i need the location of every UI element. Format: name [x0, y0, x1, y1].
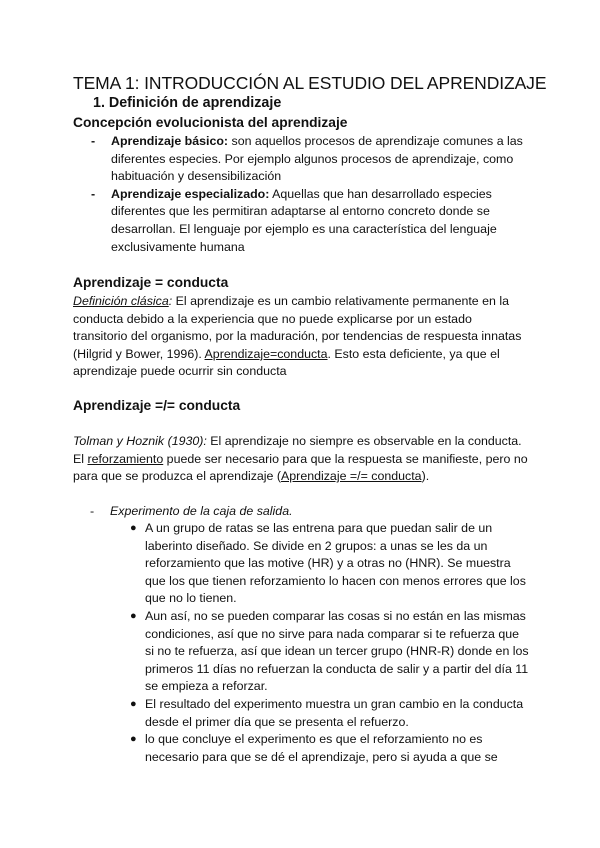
definition-colon: :	[168, 294, 173, 308]
subsection-heading-evolucionista: Concepción evolucionista del aprendizaje	[73, 115, 348, 130]
list-item	[73, 133, 533, 186]
bullet-text: El resultado del experimento muestra un gran cambio en la conducta desde el primer día que se presenta el refuerzo.	[145, 696, 524, 729]
list-item	[110, 696, 530, 731]
definition-paragraph	[73, 293, 528, 381]
dash-bullet: -	[90, 504, 95, 518]
list-item	[110, 520, 530, 608]
tolman-text-3: ).	[421, 469, 430, 484]
tolman-text: El aprendizaje no siempre es observable en la conducta. El	[73, 434, 522, 466]
bullet-text: lo que concluye el experimento es que el reforzamiento no es necesario para que se dé el aprendizaje, pero si ayuda a que se	[145, 732, 498, 764]
bullet-dot-icon: ●	[130, 697, 137, 710]
definition-text: El aprendizaje es un cambio relativamente permanente en la conducta debido a la experiencia que no puede explicarse por un estado transitorio del organismo, por la maduración, por tendencias de respuesta innatas (Hilgrid y Bower, 1996).	[73, 294, 522, 361]
experiment-item	[73, 503, 533, 521]
section-heading-definicion: 1. Definición de aprendizaje	[93, 95, 282, 111]
document-title: TEMA 1: INTRODUCCIÓN AL ESTUDIO DEL APRENDIZAJE	[73, 73, 547, 93]
experiment-bullets	[110, 520, 530, 766]
concepts-list	[73, 133, 533, 256]
dash-bullet: -	[91, 186, 96, 201]
bullet-dot-icon: ●	[130, 522, 137, 534]
heading-aprendizaje-conducta: Aprendizaje = conducta	[73, 275, 229, 290]
experiment-label: Experimento de la caja de salida.	[110, 504, 293, 518]
definition-link-text: Aprendizaje=conducta	[204, 346, 328, 361]
dash-bullet: -	[91, 134, 96, 148]
list-item	[110, 608, 530, 696]
bullet-dot-icon: ●	[130, 609, 137, 622]
definition-label: Definición clásica	[73, 294, 169, 308]
term-label: Aprendizaje especializado:	[111, 186, 270, 201]
reforzamiento-term: reforzamiento	[87, 451, 164, 466]
heading-aprendizaje-no-conducta: Aprendizaje =/= conducta	[73, 398, 241, 413]
term-label: Aprendizaje básico:	[111, 134, 229, 148]
bullet-dot-icon: ●	[130, 733, 137, 746]
term-description: son aquellos procesos de aprendizaje comunes a las diferentes especies. Por ejemplo algunos procesos de aprendizaje, como habituación y desensibilización	[111, 134, 523, 184]
list-item	[110, 731, 530, 766]
bullet-text: A un grupo de ratas se las entrena para que puedan salir de un laberinto diseñado. Se divide en 2 grupos: a unas se les da un reforzamiento que las motive (HR) y a otras no (HNR). Se muestra que los que tienen reforzamiento lo hacen con menos errores que los que no lo tienen.	[145, 521, 526, 606]
tolman-text-2: puede ser necesario para que la respuesta se manifieste, pero no para que se produzca el aprendizaje (	[73, 451, 528, 484]
tolman-paragraph	[73, 433, 528, 486]
bullet-text: Aun así, no se pueden comparar las cosas si no están en las mismas condiciones, así que no sirve para nada comparar si te refuerza que si no te refuerza, así que idean un tercer grupo (HNR-R) donde en los primeros 11 días no refuerzan la conducta de salir y a partir del día 11 se empieza a reforzar.	[145, 608, 529, 694]
definition-text-end: . Esto esta deficiente, ya que el aprendizaje puede ocurrir sin conducta	[73, 346, 500, 379]
term-description: Aquellas que han desarrollado especies diferentes que les permitiran adaptarse al entorno concreto donde se desarrollan. El lenguaje por ejemplo es una característica del lenguaje exclusivamente humana	[111, 186, 497, 254]
tolman-label: Tolman y Hoznik (1930):	[73, 434, 207, 448]
list-item	[73, 186, 533, 256]
tolman-link-text: Aprendizaje =/= conducta	[281, 469, 422, 484]
